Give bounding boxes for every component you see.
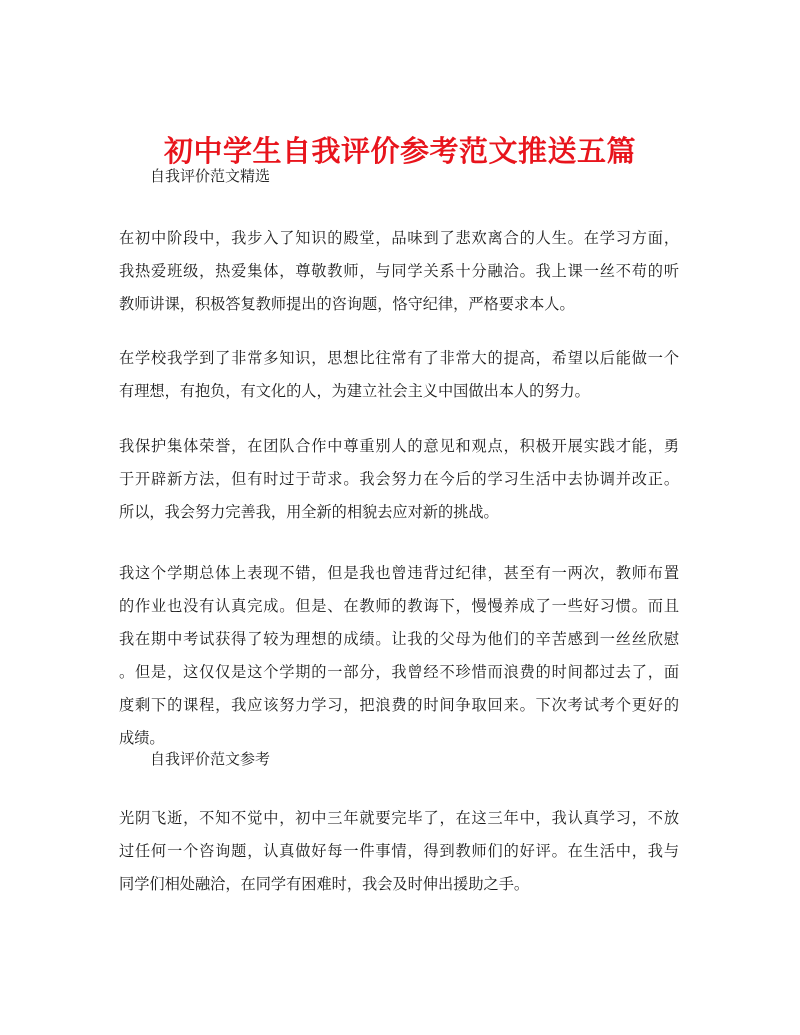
subheading-selected-samples: 自我评价范文精选 xyxy=(150,167,271,185)
paragraph-line: 在初中阶段中，我步入了知识的殿堂，品味到了悲欢离合的人生。在学习方面， xyxy=(119,229,679,247)
paragraph-1 xyxy=(119,228,679,327)
subheading-reference-samples: 自我评价范文参考 xyxy=(150,750,271,768)
paragraph-line: 光阴飞逝，不知不觉中，初中三年就要完毕了，在这三年中，我认真学习，不放 xyxy=(119,809,679,827)
paragraph-line: 教师讲课，积极答复教师提出的咨询题，恪守纪律，严格要求本人。 xyxy=(119,295,575,313)
document-title: 初中学生自我评价参考范文推送五篇 xyxy=(163,134,636,169)
paragraph-3 xyxy=(119,436,679,535)
paragraph-2 xyxy=(119,348,679,414)
paragraph-line: 我热爱班级，热爱集体，尊敬教师，与同学关系十分融洽。我上课一丝不苟的听 xyxy=(119,262,679,280)
paragraph-line: 的作业也没有认真完成。但是、在教师的教诲下，慢慢养成了一些好习惯。而且 xyxy=(119,597,679,615)
paragraph-line: 我保护集体荣誉，在团队合作中尊重别人的意见和观点，积极开展实践才能，勇 xyxy=(119,437,679,455)
paragraph-line: 成绩。 xyxy=(119,729,165,747)
paragraph-line: 。但是，这仅仅是这个学期的一部分，我曾经不珍惜而浪费的时间都过去了，面 xyxy=(119,663,679,681)
paragraph-line: 于开辟新方法，但有时过于苛求。我会努力在今后的学习生活中去协调并改正。 xyxy=(119,470,679,488)
paragraph-line: 同学们相处融洽，在同学有困难时，我会及时伸出援助之手。 xyxy=(119,875,530,893)
paragraph-line: 过任何一个咨询题，认真做好每一件事情，得到教师们的好评。在生活中，我与 xyxy=(119,842,679,860)
paragraph-line: 在学校我学到了非常多知识，思想比往常有了非常大的提高，希望以后能做一个 xyxy=(119,349,679,367)
paragraph-line: 有理想，有抱负，有文化的人，为建立社会主义中国做出本人的努力。 xyxy=(119,382,590,400)
paragraph-line: 度剩下的课程，我应该努力学习，把浪费的时间争取回来。下次考试考个更好的 xyxy=(119,696,679,714)
paragraph-5 xyxy=(119,808,679,907)
paragraph-4 xyxy=(119,563,679,761)
paragraph-line: 所以，我会努力完善我，用全新的相貌去应对新的挑战。 xyxy=(119,503,499,521)
paragraph-line: 我这个学期总体上表现不错，但是我也曾违背过纪律，甚至有一两次，教师布置 xyxy=(119,564,679,582)
paragraph-line: 我在期中考试获得了较为理想的成绩。让我的父母为他们的辛苦感到一丝丝欣慰 xyxy=(119,630,679,648)
